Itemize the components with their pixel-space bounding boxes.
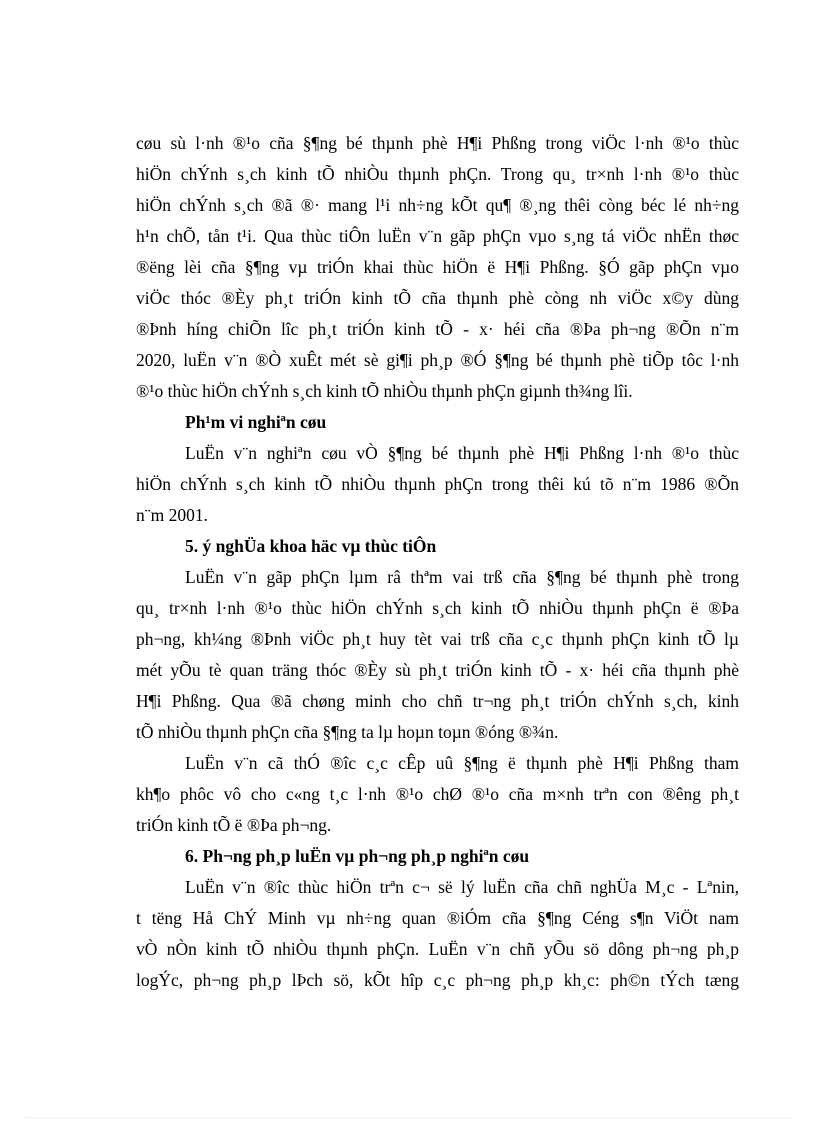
paragraph-research-objective [136, 128, 739, 407]
section-heading-scope: Ph¹m vi nghiªn cøu [185, 412, 327, 432]
text-line: hiÖn chÝnh s¸ch ®ã ®· mang l¹i nh÷ng kÕt qu¶ ®¸ng thêi còng béc lé nh÷ng [136, 195, 739, 215]
text-line: triÓn kinh tÕ ë ®Þa ph¬ng. [136, 815, 332, 835]
text-line: H¶i Phßng. Qua ®ã chøng minh cho chñ tr¬ng ph¸t triÓn chÝnh s¸ch, kinh [136, 691, 739, 711]
text-line: hiÖn chÝnh s¸ch kinh tÕ nhiÒu thµnh phÇn trong thêi kú tõ n¨m 1986 ®Õn [136, 474, 739, 494]
text-line: cøu sù l·nh ®¹o cña §¶ng bé thµnh phè H¶i Phßng trong viÖc l·nh ®¹o thùc [136, 133, 739, 153]
section-heading-significance: 5. ý nghÜa khoa häc vµ thùc tiÔn [185, 536, 437, 556]
text-line: n¨m 2001. [136, 505, 208, 525]
paragraph-significance [136, 562, 739, 748]
text-line: LuËn v¨n cã thÓ ®îc c¸c cÊp uû §¶ng ë thµnh phè H¶i Phßng tham [185, 753, 739, 773]
text-line: logÝc, ph¬ng ph¸p lÞch sö, kÕt hîp c¸c ph¬ng ph¸p kh¸c: ph©n tÝch tæng [136, 970, 739, 990]
text-line: ®Þnh híng chiÕn lîc ph¸t triÓn kinh tÕ - x· héi cña ®Þa ph¬ng ®Õn n¨m [136, 319, 739, 339]
text-line: h¹n chÕ, tån t¹i. Qua thùc tiÔn luËn v¨n gãp phÇn vµo s¸ng tá viÖc nhËn thøc [136, 226, 739, 246]
page-body [136, 128, 739, 996]
text-line: vÒ nÒn kinh tÕ nhiÒu thµnh phÇn. LuËn v¨n chñ yÕu sö dông ph¬ng ph¸p [136, 939, 739, 959]
section-heading-methodology: 6. Ph¬ng ph¸p luËn vµ ph¬ng ph¸p nghiªn cøu [185, 846, 530, 866]
text-line: viÖc thóc ®Èy ph¸t triÓn kinh tÕ cña thµnh phè còng nh viÖc x©y dùng [136, 288, 739, 308]
text-line: 2020, luËn v¨n ®Ò xuÊt mét sè gi¶i ph¸p ®Ó §¶ng bé thµnh phè tiÕp tôc l·nh [136, 350, 739, 370]
text-line: LuËn v¨n gãp phÇn lµm râ thªm vai trß cña §¶ng bé thµnh phè trong [185, 567, 739, 587]
text-line: LuËn v¨n ®îc thùc hiÖn trªn c¬ së lý luËn cña chñ nghÜa M¸c - Lªnin, [185, 877, 739, 897]
text-line: ®ëng lèi cña §¶ng vµ triÓn khai thùc hiÖn ë H¶i Phßng. §Ó gãp phÇn vµo [136, 257, 739, 277]
text-line: LuËn v¨n nghiªn cøu vÒ §¶ng bé thµnh phè H¶i Phßng l·nh ®¹o thùc [185, 443, 739, 463]
page-bottom-divider [24, 1117, 792, 1118]
text-line: hiÖn chÝnh s¸ch kinh tÕ nhiÒu thµnh phÇn. Trong qu¸ tr×nh l·nh ®¹o thùc [136, 164, 739, 184]
text-line: t tëng Hå ChÝ Minh vµ nh÷ng quan ®iÓm cña §¶ng Céng s¶n ViÖt nam [136, 908, 739, 928]
paragraph-methodology [136, 872, 739, 996]
text-line: kh¶o phôc vô cho c«ng t¸c l·nh ®¹o chØ ®¹o cña m×nh trªn con ®êng ph¸t [136, 784, 739, 804]
text-line: tÕ nhiÒu thµnh phÇn cña §¶ng ta lµ hoµn toµn ®óng ®¾n. [136, 722, 559, 742]
text-line: mét yÕu tè quan träng thóc ®Èy sù ph¸t triÓn kinh tÕ - x· héi cña thµnh phè [136, 660, 739, 680]
paragraph-scope [136, 438, 739, 531]
text-line: ®¹o thùc hiÖn chÝnh s¸ch kinh tÕ nhiÒu thµnh phÇn giµnh th¾ng lîi. [136, 381, 633, 401]
paragraph-reference-use [136, 748, 739, 841]
text-line: ph¬ng, kh¼ng ®Þnh viÖc ph¸t huy tèt vai trß cña c¸c thµnh phÇn kinh tÕ lµ [136, 629, 739, 649]
text-line: qu¸ tr×nh l·nh ®¹o thùc hiÖn chÝnh s¸ch kinh tÕ nhiÒu thµnh phÇn ë ®Þa [136, 598, 739, 618]
